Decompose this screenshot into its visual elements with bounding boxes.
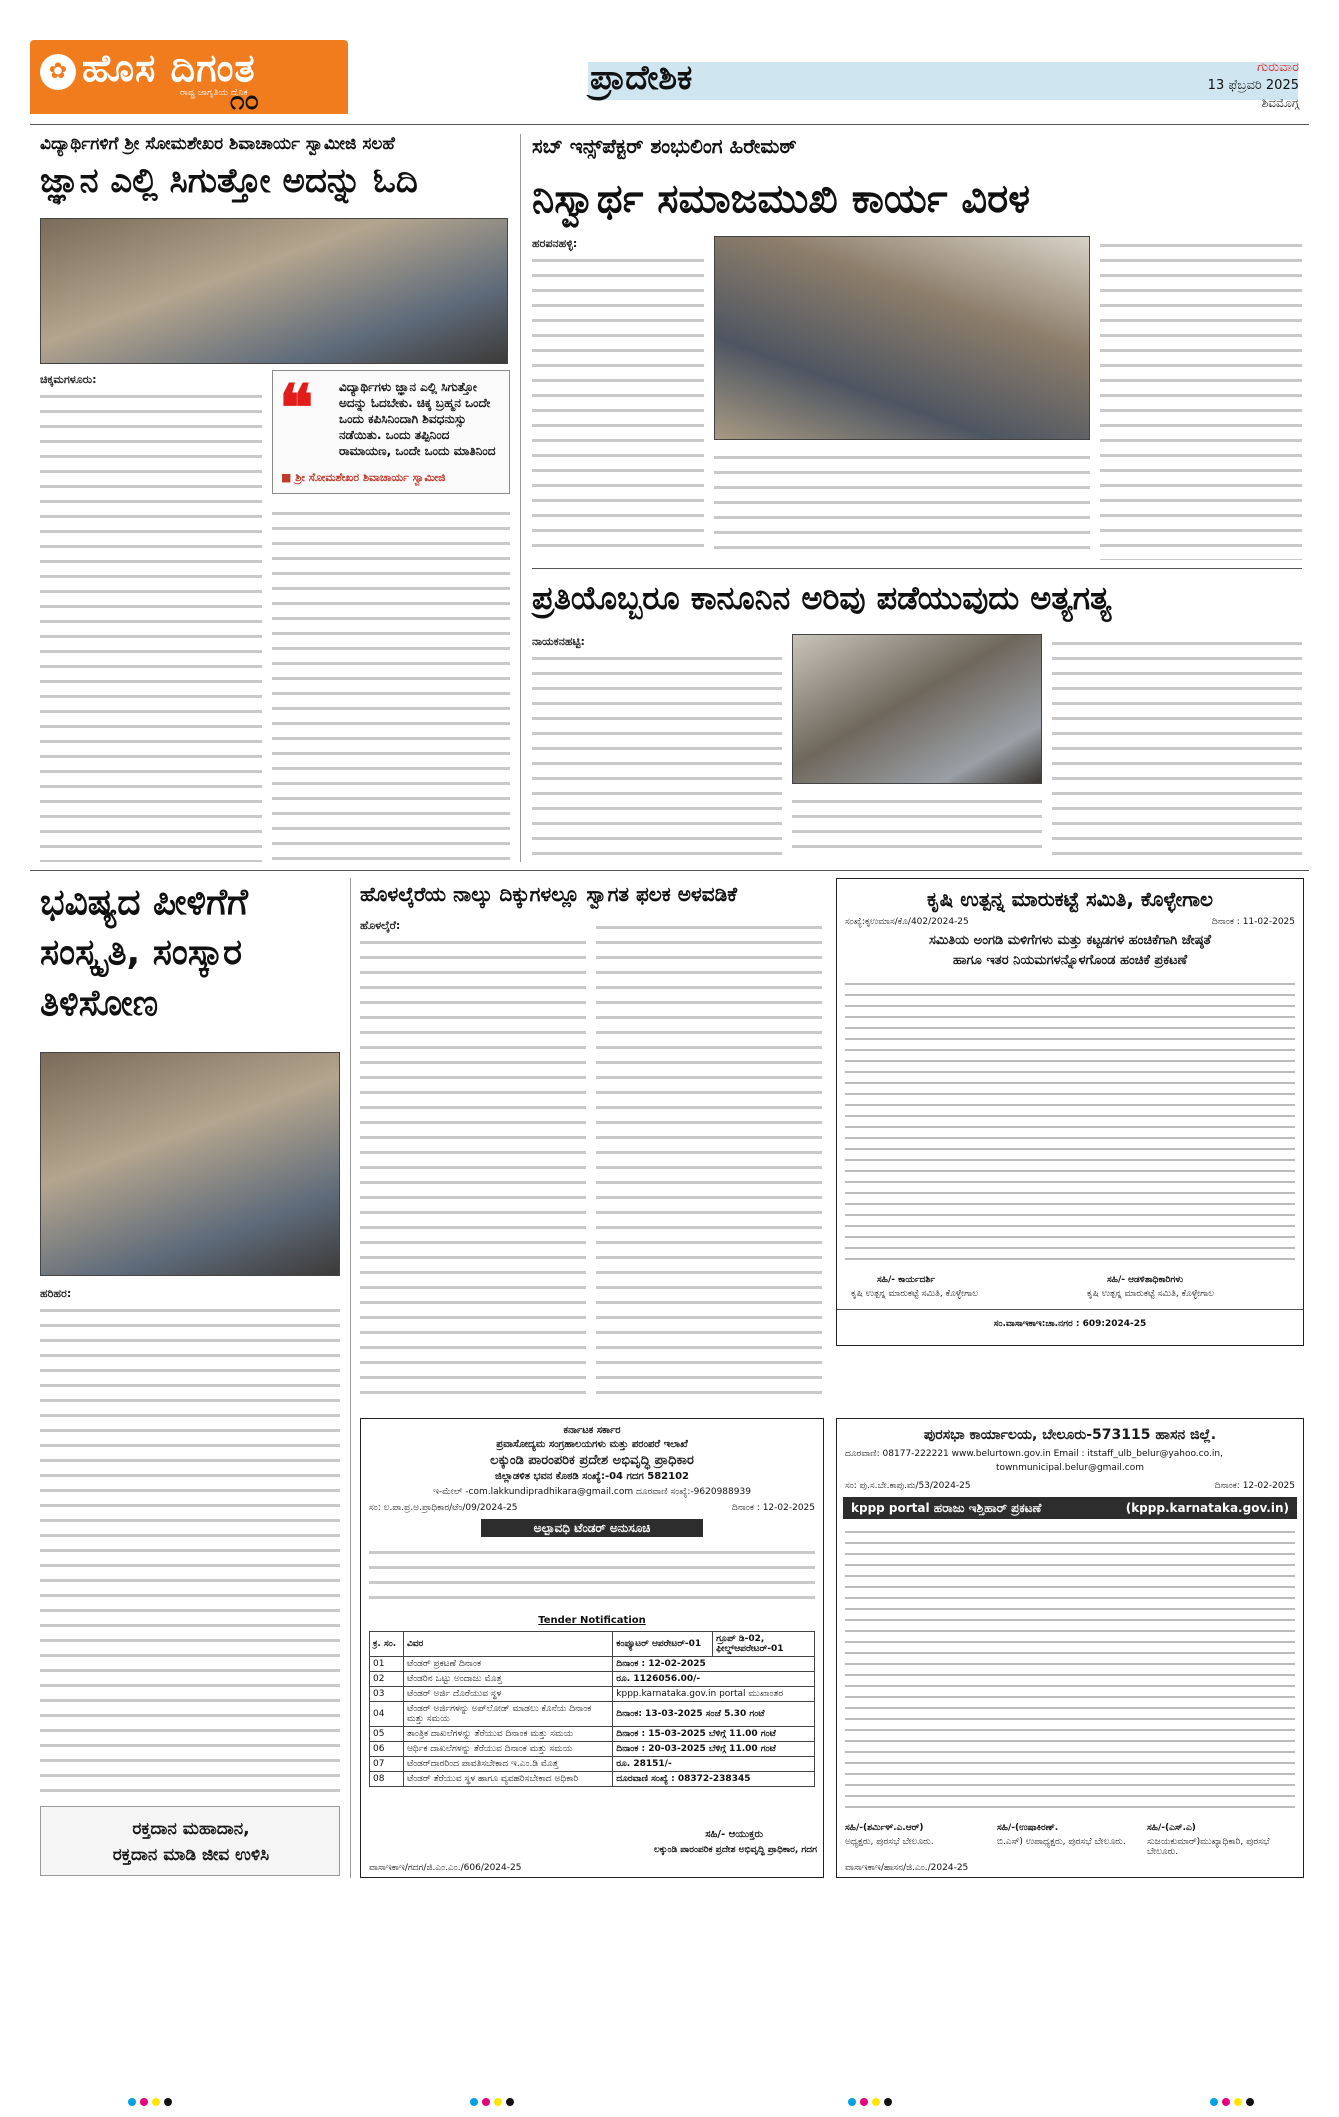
yellow-dot-icon [872, 2098, 880, 2106]
table-cell: 01 [370, 1657, 404, 1672]
table-row [370, 1687, 815, 1702]
story5-col1 [360, 918, 586, 1406]
apmc-title: ಕೃಷಿ ಉತ್ಪನ್ನ ಮಾರುಕಟ್ಟೆ ಸಮಿತಿ, ಕೊಳ್ಳೇಗಾಲ [927, 887, 1213, 911]
nameplate: ಹೊಸ ದಿಗಂತ [82, 46, 256, 90]
story1-quote: ವಿದ್ಯಾರ್ಥಿಗಳು ಜ್ಞಾನ ಎಲ್ಲಿ ಸಿಗುತ್ತೋ ಅದನ್ನು ಓದಬೇಕು. ಚಿಕ್ಕ ಬ್ರಹ್ಮನ ಒಂದೇ ಒಂದು ಕಪಿಸಿನಿಂದಾಗಿ ಶಿವಧನುಸ್ಸು ನಡೆಯಿತು. ಒಂದು ತಪ್ಪಿನಿಂದ ರಾಮಾಯಣ, ಒಂದೇ ಒಂದು ಮಾತಿನಿಂದ [339, 380, 496, 458]
tender-authority: ಲಕ್ಕುಂಡಿ ಪಾರಂಪರಿಕ ಪ್ರದೇಶ ಅಭಿವೃದ್ಧಿ ಪ್ರಾಧಿಕಾರ [490, 1453, 694, 1468]
story3-col3 [1052, 634, 1302, 860]
story3-col1 [532, 634, 782, 860]
story3-col2 [792, 792, 1042, 860]
table-cell: ದಿನಾಂಕ : 12-02-2025 [613, 1657, 815, 1672]
story5-headline: ಹೊಳಲ್ಕೆರೆಯ ನಾಲ್ಕು ದಿಕ್ಕುಗಳಲ್ಲೂ ಸ್ವಾಗತ ಫಲಕ ಅಳವಡಿಕೆ [360, 882, 738, 906]
belur-sign-1-sub: ಅಧ್ಯಕ್ಷರು, ಪುರಸಭೆ ಬೇಲೂರು. [845, 1837, 934, 1847]
tender-footer-ref: ವಾಸಾಇಕಾಇ/ಗದಗ/ಜಿ.ಎಂ.ಎಂ./606/2024-25 [369, 1863, 522, 1873]
tender-ref: ಸಂ: ಲ.ಪಾ.ಪ್ರ.ಅ.ಪ್ರಾಧಿಕಾರ/ಟೆಂ/09/2024-25 [369, 1503, 518, 1513]
tender-body [369, 1543, 815, 1611]
quote-mark-icon: ❝ [279, 371, 314, 446]
yellow-dot-icon [494, 2098, 502, 2106]
story1-body-col1 [40, 462, 262, 862]
story1-dateline: ಚಿಕ್ಕಮಗಳೂರು: [40, 373, 97, 386]
belur-footer-ref: ವಾಸಾಇಕಾಇ/ಹಾಸನ/ಜಿ.ಎಂ./2024-25 [845, 1863, 969, 1873]
masthead-rule [30, 124, 1309, 125]
apmc-body [845, 977, 1295, 1269]
magenta-dot-icon [1222, 2098, 1230, 2106]
story2-kicker: ಸಬ್ ಇನ್ಸ್‌ಪೆಕ್ಟರ್ ಶಂಭುಲಿಂಗ ಹಿರೇಮಠ್ [532, 134, 797, 158]
issue-date: 13 ಫೆಬ್ರವರಿ 2025 [1207, 78, 1299, 93]
section-banner [588, 62, 1298, 100]
belur-banner-left: kppp portal ಹರಾಜು ಇಶ್ತಿಹಾರ್ ಪ್ರಕಟಣೆ [851, 1501, 1042, 1515]
table-cell: kppp.karnataka.gov.in portal ಮುಖಾಂತರ [613, 1687, 815, 1702]
registration-marks [1210, 2098, 1254, 2106]
tender-sign-sub: ಲಕ್ಕುಂಡಿ ಪಾರಂಪರಿಕ ಪ್ರದೇಶ ಅಭಿವೃದ್ಧಿ ಪ್ರಾಧಿಕಾರ, ಗದಗ [653, 1845, 817, 1855]
table-cell: ಟೆಂಡರ್ ಪ್ರಕಟಣೆ ದಿನಾಂಕ [403, 1657, 612, 1672]
tender-notice [360, 1418, 824, 1878]
tender-col-serial: ಕ್ರ. ಸಂ. [370, 1632, 404, 1657]
story2-col1-text [532, 251, 704, 559]
belur-banner-right: (kppp.karnataka.gov.in) [1125, 1501, 1289, 1515]
tender-table [369, 1631, 815, 1787]
table-cell: ರೂ. 28151/- [613, 1757, 815, 1772]
fold-rule [30, 870, 1309, 871]
story3-headline: ಪ್ರತಿಯೊಬ್ಬರೂ ಕಾನೂನಿನ ಅರಿವು ಪಡೆಯುವುದು ಅತ್ಯಗತ್ಯ [532, 579, 1112, 617]
magenta-dot-icon [482, 2098, 490, 2106]
masthead-logo [30, 40, 348, 114]
cyan-dot-icon [470, 2098, 478, 2106]
apmc-footer-rule [837, 1309, 1303, 1310]
column-divider [520, 134, 521, 862]
tender-table-title: Tender Notification [538, 1615, 646, 1626]
story5-dateline: ಹೊಳಲ್ಕೆರೆ: [360, 919, 401, 932]
story2-col2 [714, 448, 1090, 560]
belur-notice [836, 1418, 1304, 1878]
belur-body [845, 1525, 1295, 1815]
table-cell: ರೂ. 1126056.00/- [613, 1672, 815, 1687]
page-number: ೧೦ [230, 86, 260, 116]
table-row [370, 1727, 815, 1742]
belur-ref: ಸಂ: ಪು.ಸ.ಬೇ.ಕಾಪು.ಮ/53/2024-25 [845, 1481, 971, 1491]
tender-date: ದಿನಾಂಕ : 12-02-2025 [731, 1503, 815, 1513]
table-cell: ದಿನಾಂಕ: 13-03-2025 ಸಂಜೆ 5.30 ಗಂಟೆ [613, 1702, 815, 1727]
table-cell: ತಾಂತ್ರಿಕ ದಾಖಲೆಗಳನ್ನು ತೆರೆಯುವ ದಿನಾಂಕ ಮತ್ತು ಸಮಯ [403, 1727, 612, 1742]
magenta-dot-icon [860, 2098, 868, 2106]
story4-photo [40, 1052, 340, 1276]
issue-city: ಶಿವಮೊಗ್ಗ [1261, 96, 1299, 110]
apmc-subtitle-1: ಸಮಿತಿಯ ಅಂಗಡಿ ಮಳಿಗೆಗಳು ಮತ್ತು ಕಟ್ಟಡಗಳ ಹಂಚಿಕೆಗಾಗಿ ಜೇಷ್ಠತೆ [928, 933, 1212, 948]
cyan-dot-icon [1210, 2098, 1218, 2106]
section-title: ಪ್ರಾದೇಶಿಕ [590, 58, 693, 98]
apmc-notice [836, 878, 1304, 1346]
tender-dept: ಪ್ರವಾಸೋದ್ಯಮ ಸಂಗ್ರಹಾಲಯಗಳು ಮತ್ತು ಪರಂಪರೆ ಇಲಾಖೆ [496, 1439, 688, 1450]
yellow-dot-icon [152, 2098, 160, 2106]
belur-sign-3-sub: ಸುಜಯಕುಮಾರ್)ಮುಖ್ಯಾಧಿಕಾರಿ, ಪುರಸಭೆ ಬೇಲೂರು. [1147, 1837, 1270, 1857]
story2-col1 [532, 236, 704, 560]
table-cell: ದಿನಾಂಕ : 20-03-2025 ಬೆಳಿಗ್ಗೆ 11.00 ಗಂಟೆ [613, 1742, 815, 1757]
table-cell: ಆರ್ಥಿಕ ದಾಖಲೆಗಳನ್ನು ತೆರೆಯುವ ದಿನಾಂಕ ಮತ್ತು ಸಮಯ [403, 1742, 612, 1757]
story3-col1-text [532, 649, 782, 859]
table-row [370, 1772, 815, 1787]
table-cell: 05 [370, 1727, 404, 1742]
table-cell: ದಿನಾಂಕ : 15-03-2025 ಬೆಳಿಗ್ಗೆ 11.00 ಗಂಟೆ [613, 1727, 815, 1742]
belur-sign-2-sub: ಬಿ.ಎಸ್) ಉಪಾಧ್ಯಕ್ಷರು, ಪುರಸಭೆ ಬೇಲೂರು. [997, 1837, 1126, 1847]
story3-photo [792, 634, 1042, 784]
story2-photo [714, 236, 1090, 440]
emblem-icon: ✿ [40, 54, 76, 90]
tender-address: ಜಿಲ್ಲಾಡಳಿತ ಭವನ ಕೊಠಡಿ ಸಂಖ್ಯೆ:-04 ಗದಗ 582102 [494, 1471, 690, 1482]
table-cell: ಟೆಂಡರ್ ಅರ್ಜಿ ದೊರೆಯುವ ಸ್ಥಳ [403, 1687, 612, 1702]
tagline: ರಾಷ್ಟ್ರ ಜಾಗೃತಿಯ ದೈನಿಕ [180, 88, 248, 98]
story1-kicker: ವಿದ್ಯಾರ್ಥಿಗಳಿಗೆ ಶ್ರೀ ಸೋಮಶೇಖರ ಶಿವಾಚಾರ್ಯ ಸ್ವಾಮೀಜಿ ಸಲಹೆ [40, 134, 395, 154]
story5-col1-text [360, 933, 586, 1405]
blood-donation-box [40, 1806, 340, 1876]
registration-marks [470, 2098, 514, 2106]
tender-banner: ಅಲ್ಪಾವಧಿ ಟೆಂಡರ್ ಅನುಸೂಚಿ [481, 1519, 703, 1537]
table-cell: ಟೆಂಡರ್‌ದಾರರಿಂದ ಪಾವತಿಸಬೇಕಾದ ಇ.ಎಂ.ಡಿ ಮೊತ್ತ [403, 1757, 612, 1772]
issue-day: ಗುರುವಾರ [1257, 60, 1299, 75]
black-dot-icon [506, 2098, 514, 2106]
belur-sign-1: ಸಹಿ/-(ಶರ್ಮಿಳ್.ಎ.ಆರ್) [845, 1823, 924, 1833]
table-cell: ಟೆಂಡರ್ ತೆರೆಯುವ ಸ್ಥಳ ಹಾಗೂ ವ್ಯವಹರಿಸಬೇಕಾದ ಅಧಿಕಾರಿ [403, 1772, 612, 1787]
belur-title: ಪುರಸಭಾ ಕಾರ್ಯಾಲಯ, ಬೇಲೂರು-573115 ಹಾಸನ ಜಿಲ್ಲೆ. [923, 1427, 1217, 1443]
table-cell: 06 [370, 1742, 404, 1757]
table-row [370, 1742, 815, 1757]
table-cell: 02 [370, 1672, 404, 1687]
story1-quote-box [272, 370, 510, 494]
apmc-sign-right-sub: ಕೃಷಿ ಉತ್ಪನ್ನ ಮಾರುಕಟ್ಟೆ ಸಮಿತಿ, ಕೊಳ್ಳೇಗಾಲ [1087, 1289, 1215, 1299]
tender-col-operator: ಕಂಪ್ಯೂಟರ್ ಆಪರೇಟರ್-01 [613, 1632, 713, 1657]
apmc-date: ದಿನಾಂಕ : 11-02-2025 [1211, 917, 1295, 927]
table-cell: ದೂರವಾಣಿ ಸಂಖ್ಯೆ : 08372-238345 [613, 1772, 815, 1787]
table-cell: 04 [370, 1702, 404, 1727]
black-dot-icon [884, 2098, 892, 2106]
belur-contact-2: townmunicipal.belur@gmail.com [995, 1463, 1145, 1473]
black-dot-icon [164, 2098, 172, 2106]
table-cell: 08 [370, 1772, 404, 1787]
belur-date: ದಿನಾಂಕ: 12-02-2025 [1214, 1481, 1295, 1491]
story2-col3 [1100, 236, 1302, 560]
belur-sign-2: ಸಹಿ/-(ಉಷಾಕಿರಣ್. [997, 1823, 1059, 1833]
story4-dateline: ಹರಿಹರ: [40, 1287, 72, 1300]
black-dot-icon [1246, 2098, 1254, 2106]
apmc-sign-left: ಸಹಿ/- ಕಾರ್ಯದರ್ಶಿ [877, 1275, 936, 1285]
story1-headline: ಜ್ಞಾನ ಎಲ್ಲಿ ಸಿಗುತ್ತೋ ಅದನ್ನು ಓದಿ [40, 161, 418, 201]
table-row [370, 1657, 815, 1672]
tender-col-detail: ವಿವರ [403, 1632, 612, 1657]
belur-banner [843, 1497, 1297, 1519]
tender-sign: ಸಹಿ/- ಆಯುಕ್ತರು [705, 1829, 763, 1840]
apmc-footer-ref: ಸಂ.ವಾಸಾಇಕಾಇ:ಚಾ.ನಗರ : 609:2024-25 [993, 1319, 1147, 1329]
table-row [370, 1757, 815, 1772]
blood-donation-line1: ರಕ್ತದಾನ ಮಹಾದಾನ, [132, 1819, 250, 1839]
table-cell: ಟೆಂಡರಿನ ಒಟ್ಟು ಅಂದಾಜು ಮೊತ್ತ [403, 1672, 612, 1687]
blood-donation-line2: ರಕ್ತದಾನ ಮಾಡಿ ಜೀವ ಉಳಿಸಿ [112, 1845, 270, 1865]
tender-table-header [370, 1632, 815, 1657]
cyan-dot-icon [848, 2098, 856, 2106]
story1-quote-attribution: ■ ಶ್ರೀ ಸೋಮಶೇಖರ ಶಿವಾಚಾರ್ಯ ಸ್ವಾಮೀಜಿ [281, 471, 446, 484]
registration-marks [128, 2098, 172, 2106]
story1-photo [40, 218, 508, 364]
table-cell: ಟೆಂಡರ್ ಅರ್ಜಿಗಳನ್ನು ಅಪ್‌ಲೋಡ್ ಮಾಡಲು ಕೊನೆಯ ದಿನಾಂಕ ಮತ್ತು ಸಮಯ [403, 1702, 612, 1727]
cyan-dot-icon [128, 2098, 136, 2106]
story1-body-col2 [272, 504, 510, 862]
apmc-sign-left-sub: ಕೃಷಿ ಉತ್ಪನ್ನ ಮಾರುಕಟ್ಟೆ ಸಮಿತಿ, ಕೊಳ್ಳೇಗಾಲ [851, 1289, 979, 1299]
story2-headline: ನಿಸ್ವಾರ್ಥ ಸಮಾಜಮುಖಿ ಕಾರ್ಯ ವಿರಳ [532, 176, 1031, 222]
magenta-dot-icon [140, 2098, 148, 2106]
registration-marks [848, 2098, 892, 2106]
story5-col2 [596, 918, 822, 1406]
table-row [370, 1702, 815, 1727]
apmc-ref: ಸಂಖ್ಯೆ:ಕೃಉಮಾಸ/ಕೊ/402/2024-25 [845, 917, 969, 927]
belur-sign-3: ಸಹಿ/-(ಎಸ್.ಎ) [1147, 1823, 1196, 1833]
story2-dateline: ಹರಪನಹಳ್ಳಿ: [532, 237, 578, 250]
story4-headline: ಭವಿಷ್ಯದ ಪೀಳಿಗೆಗೆ ಸಂಸ್ಕೃತಿ, ಸಂಸ್ಕಾರ ತಿಳಿಸೋಣ [40, 882, 248, 1024]
apmc-subtitle-2: ಹಾಗೂ ಇತರ ನಿಯಮಗಳನ್ನೊಳಗೊಂಡ ಹಂಚಿಕೆ ಪ್ರಕಟಣೆ [952, 953, 1188, 968]
tender-gov: ಕರ್ನಾಟಕ ಸರ್ಕಾರ [563, 1425, 621, 1436]
story1-intro-text [40, 387, 262, 458]
column-divider [350, 878, 351, 1878]
belur-contact-1: ದೂರವಾಣಿ: 08177-222221 www.belurtown.gov.in Email : itstaff_ulb_belur@yahoo.co.in, [845, 1449, 1223, 1459]
story3-dateline: ನಾಯಕನಹಟ್ಟಿ: [532, 635, 585, 648]
story1-intro [40, 372, 262, 458]
yellow-dot-icon [1234, 2098, 1242, 2106]
story-divider [532, 568, 1302, 569]
table-cell: 03 [370, 1687, 404, 1702]
apmc-sign-right: ಸಹಿ/- ಆಡಳಿತಾಧಿಕಾರಿಗಳು [1107, 1275, 1184, 1285]
story4-body [40, 1286, 340, 1794]
table-cell: 07 [370, 1757, 404, 1772]
tender-col-groupd: ಗ್ರೂಪ್ ಡಿ-02, ಫೀಲ್ಡ್ಆಪರೇಟರ್-01 [713, 1632, 815, 1657]
tender-email: ಇ-ಮೇಲ್ -com.lakkundipradhikara@gmail.com ದೂರವಾಣಿ ಸಂಖ್ಯೆ:-9620988939 [433, 1487, 751, 1497]
story4-body-text [40, 1301, 340, 1793]
table-row [370, 1672, 815, 1687]
